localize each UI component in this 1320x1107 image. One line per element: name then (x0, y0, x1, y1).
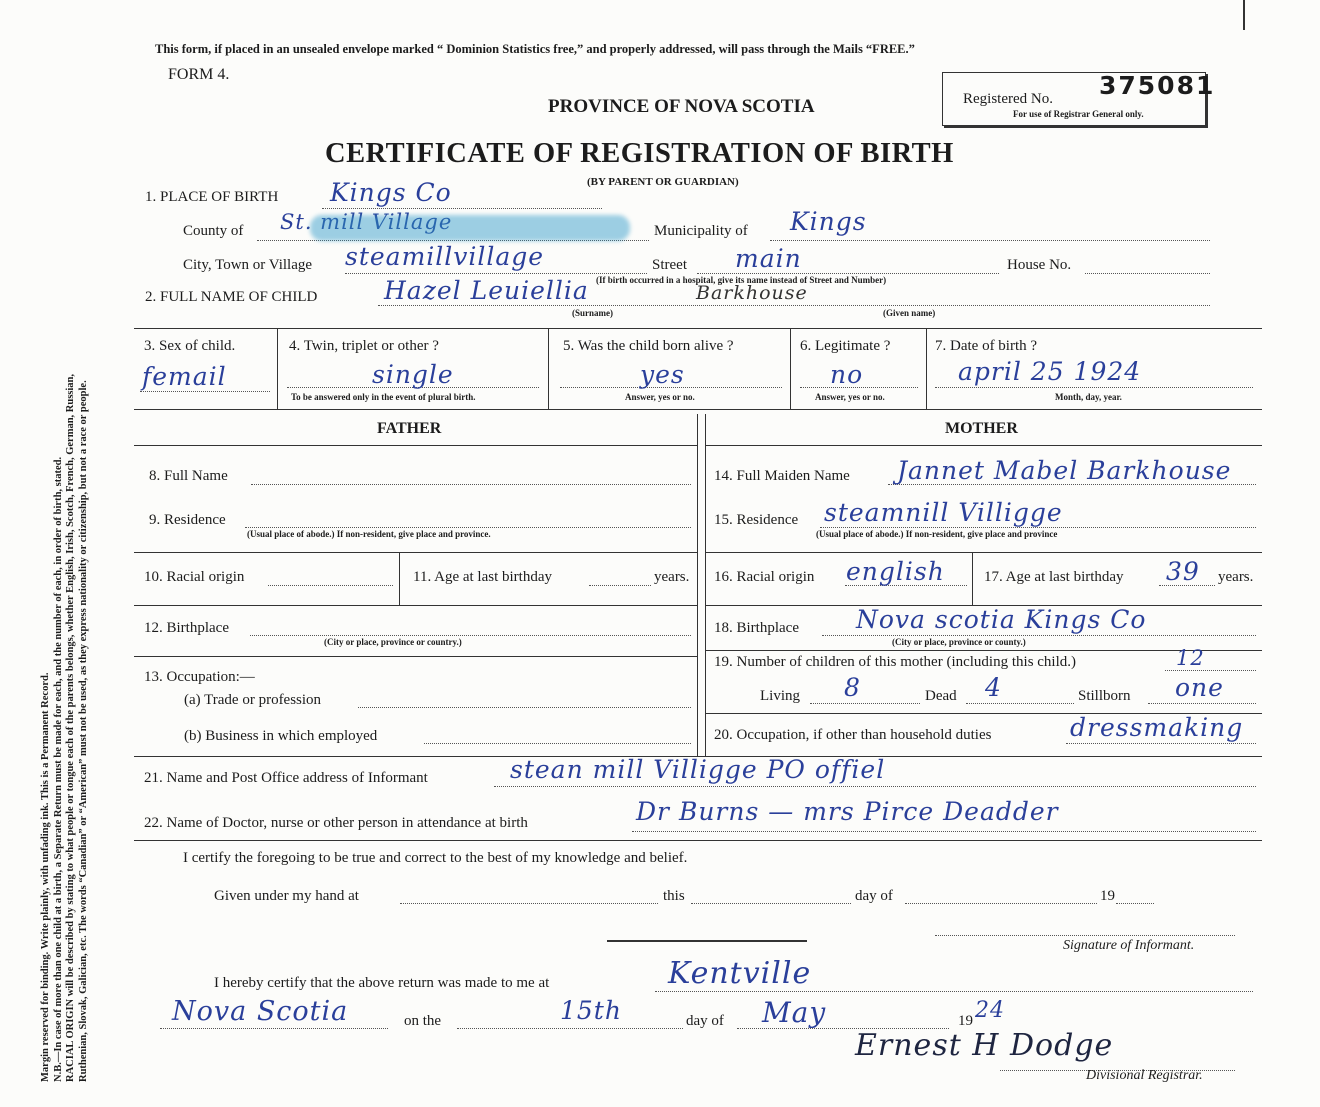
mother-occupation-line (1066, 743, 1256, 744)
dead-line (966, 703, 1074, 704)
twin-note: To be answered only in the event of plural birth. (291, 392, 476, 402)
county-value: St. mill Village (280, 210, 453, 234)
this-line (691, 903, 851, 904)
mother-birthplace-value: Nova scotia Kings Co (856, 605, 1147, 634)
mother-residence-label: 15. Residence (714, 512, 799, 528)
registrar-province-value: Nova Scotia (172, 996, 349, 1027)
father-business-line (424, 743, 691, 744)
county-label: County of (183, 223, 244, 239)
dead-value: 4 (985, 673, 1002, 702)
father-trade-label: (a) Trade or profession (184, 692, 322, 708)
this-label: this (663, 888, 685, 904)
mother-heading-rule (705, 445, 1262, 446)
father-age-divider (399, 553, 400, 605)
informant-signature-line (935, 935, 1235, 936)
registrar-only-note: For use of Registrar General only. (1013, 109, 1144, 119)
mother-occupation-value: dressmaking (1070, 713, 1244, 742)
registrar-province-line (160, 1028, 388, 1029)
registration-box (942, 71, 1216, 126)
top-notice: This form, if placed in an unsealed envelope marked “ Dominion Statistics free,” and properly addressed, will pass through the Mails “FREE.” (155, 42, 915, 56)
stillborn-value: one (1175, 673, 1224, 702)
date-of-birth-line (935, 387, 1253, 388)
living-value: 8 (844, 673, 861, 702)
legitimate-label: 6. Legitimate ? (800, 338, 891, 354)
pen-stroke (607, 940, 807, 942)
stillborn-line (1148, 703, 1256, 704)
child-given-names: Hazel Leuiellia (384, 276, 589, 305)
date-of-birth-note: Month, day, year. (1055, 392, 1122, 402)
informant-line (494, 786, 1256, 787)
father-residence-note: (Usual place of abode.) If non-resident, give place and province. (247, 529, 491, 539)
father-birthplace-line (250, 635, 691, 636)
on-the-label: on the (404, 1013, 442, 1029)
legitimate-note: Answer, yes or no. (815, 392, 885, 402)
province-heading: PROVINCE OF NOVA SCOTIA (548, 96, 815, 117)
mother-racial-value: english (846, 557, 945, 586)
child-name-line (378, 305, 1210, 306)
stillborn-label: Stillborn (1078, 688, 1131, 704)
mother-row-rule (705, 552, 1262, 553)
father-age-unit: years. (654, 569, 690, 585)
parent-divider (697, 414, 698, 756)
municipality-line (770, 240, 1210, 241)
row3-divider (277, 328, 278, 409)
mother-birthplace-label: 18. Birthplace (714, 620, 799, 636)
mother-heading: MOTHER (945, 420, 1018, 437)
child-family-name: Barkhouse (696, 282, 808, 304)
doctor-value: Dr Burns — mrs Pirce Deadder (636, 797, 1059, 826)
place-of-birth-label: 1. PLACE OF BIRTH (145, 189, 279, 205)
living-label: Living (760, 688, 800, 704)
registrar-place-value: Kentville (668, 956, 812, 991)
house-label: House No. (1007, 257, 1072, 273)
alive-value: yes (640, 360, 685, 389)
margin-note-line: RACIAL ORIGIN will be described by stating to what people or tongue each of the parents belongs, whether English, Irish, Scotch, French, German, Russian, (65, 373, 76, 1082)
mother-residence-line (820, 527, 1256, 528)
date-of-birth-value: april 25 1924 (958, 357, 1142, 386)
registrar-day-value: 15th (560, 996, 622, 1025)
mother-children-line (1165, 670, 1256, 671)
year-line (1116, 903, 1154, 904)
place-of-birth-value: Kings Co (330, 178, 452, 207)
mother-residence-note: (Usual place of abode.) If non-resident, give place and province (816, 529, 1058, 539)
mother-age-label: 17. Age at last birthday (984, 569, 1124, 585)
registrar-year-value: 24 (975, 998, 1005, 1023)
father-birthplace-label: 12. Birthplace (144, 620, 229, 636)
father-row-rule (134, 552, 697, 553)
living-line (810, 703, 920, 704)
municipality-value: Kings (790, 207, 867, 236)
mother-name-label: 14. Full Maiden Name (714, 468, 850, 484)
mother-birthplace-line (822, 635, 1256, 636)
informant-label: 21. Name and Post Office address of Informant (144, 770, 428, 786)
father-racial-line (268, 585, 393, 586)
mother-age-value: 39 (1166, 557, 1200, 586)
father-residence-line (245, 527, 691, 528)
father-birthplace-note: (City or place, province or country.) (324, 637, 462, 647)
place-of-birth-line (322, 208, 602, 209)
row3-divider (548, 328, 549, 409)
mother-birthplace-note: (City or place, province or county.) (892, 637, 1026, 647)
ink-smudge (310, 215, 630, 241)
registrar-signature: Ernest H Dodge (855, 1028, 1114, 1063)
registered-label: Registered No. (963, 91, 1053, 107)
mother-residence-value: steamnill Villigge (824, 498, 1063, 527)
mother-children-label: 19. Number of children of this mother (including this child.) (714, 654, 1077, 670)
father-occupation-label: 13. Occupation:— (144, 669, 255, 685)
city-line (345, 273, 647, 274)
street-label: Street (652, 257, 687, 273)
father-name-label: 8. Full Name (149, 468, 228, 484)
sex-label: 3. Sex of child. (144, 338, 236, 354)
certification-rule (134, 840, 1262, 841)
registrar-place-line (655, 991, 1253, 992)
certification-statement: I certify the foregoing to be true and correct to the best of my knowledge and belief. (183, 850, 688, 866)
corner-mark (1243, 0, 1245, 30)
street-line (697, 273, 999, 274)
date-of-birth-label: 7. Date of birth ? (935, 338, 1038, 354)
dead-label: Dead (925, 688, 957, 704)
registrar-day-of-label: day of (686, 1013, 724, 1029)
father-residence-label: 9. Residence (149, 512, 226, 528)
informant-signature-caption: Signature of Informant. (1063, 938, 1195, 953)
row3-bottom-rule (134, 409, 1262, 410)
form-number: FORM 4. (168, 66, 230, 83)
sex-value: femail (142, 362, 227, 391)
given-caption: (Given name) (883, 308, 936, 318)
parent-divider (705, 414, 706, 756)
father-business-label: (b) Business in which employed (184, 728, 378, 744)
house-line (1085, 273, 1210, 274)
year-label: 19 (1100, 888, 1115, 904)
margin-note-line: N.B.—In case of more than one child at a birth, a Separate Return must be made for each, and the number of each, in order of birth, stated. (52, 456, 64, 1082)
day-of-line (905, 903, 1097, 904)
city-label: City, Town or Village (183, 257, 313, 273)
registrar-month-value: May (762, 996, 827, 1029)
registrar-caption: Divisional Registrar. (1086, 1068, 1203, 1083)
father-row-rule (134, 656, 697, 657)
twin-value: single (372, 360, 454, 389)
row3-top-rule (134, 328, 1262, 329)
registrar-statement: I hereby certify that the above return was made to me at (214, 975, 550, 991)
doctor-line (632, 831, 1256, 832)
registrar-day-line (457, 1028, 683, 1029)
given-under-label: Given under my hand at (214, 888, 359, 904)
surname-caption: (Surname) (572, 308, 613, 318)
margin-note-line: Margin reserved for binding. Write plainly, with unfading ink. This is a Permanent Record. (40, 672, 51, 1082)
sex-line (140, 391, 270, 392)
margin-note-line: Ruthenian, Slovak, Galician, etc. The words “Canadian” or “American” must not be used, as they express nationality or citizenship, but not a race or people. (77, 380, 89, 1082)
registered-number: 375081 (1099, 71, 1216, 100)
given-under-line (400, 903, 658, 904)
informant-value: stean mill Villigge PO offiel (510, 755, 886, 784)
municipality-label: Municipality of (654, 223, 748, 239)
page-title: CERTIFICATE OF REGISTRATION OF BIRTH (325, 138, 954, 169)
father-racial-label: 10. Racial origin (144, 569, 245, 585)
alive-label: 5. Was the child born alive ? (563, 338, 734, 354)
mother-age-divider (972, 553, 973, 605)
child-name-label: 2. FULL NAME OF CHILD (145, 289, 318, 305)
street-value: main (735, 244, 802, 273)
twin-label: 4. Twin, triplet or other ? (289, 338, 439, 354)
legitimate-value: no (830, 360, 864, 389)
day-of-label: day of (855, 888, 893, 904)
mother-age-unit: years. (1218, 569, 1254, 585)
margin-instructions (40, 52, 130, 1082)
father-age-label: 11. Age at last birthday (413, 569, 552, 585)
mother-racial-label: 16. Racial origin (714, 569, 815, 585)
alive-note: Answer, yes or no. (625, 392, 695, 402)
father-trade-line (358, 707, 691, 708)
hospital-note: (If birth occurred in a hospital, give its name instead of Street and Number) (596, 275, 887, 285)
mother-children-value: 12 (1176, 646, 1205, 670)
row3-divider (790, 328, 791, 409)
mother-occupation-label: 20. Occupation, if other than household duties (714, 727, 992, 743)
registrar-year-prefix: 19 (958, 1013, 973, 1029)
city-value: steamillvillage (345, 242, 545, 271)
father-row-rule (134, 605, 697, 606)
mother-name-value: Jannet Mabel Barkhouse (897, 456, 1232, 485)
row3-divider (926, 328, 927, 409)
page-subtitle: (BY PARENT OR GUARDIAN) (587, 176, 739, 188)
doctor-label: 22. Name of Doctor, nurse or other person in attendance at birth (144, 815, 528, 831)
father-name-line (251, 484, 691, 485)
father-heading: FATHER (377, 420, 442, 437)
father-heading-rule (134, 445, 697, 446)
father-age-line (589, 585, 651, 586)
